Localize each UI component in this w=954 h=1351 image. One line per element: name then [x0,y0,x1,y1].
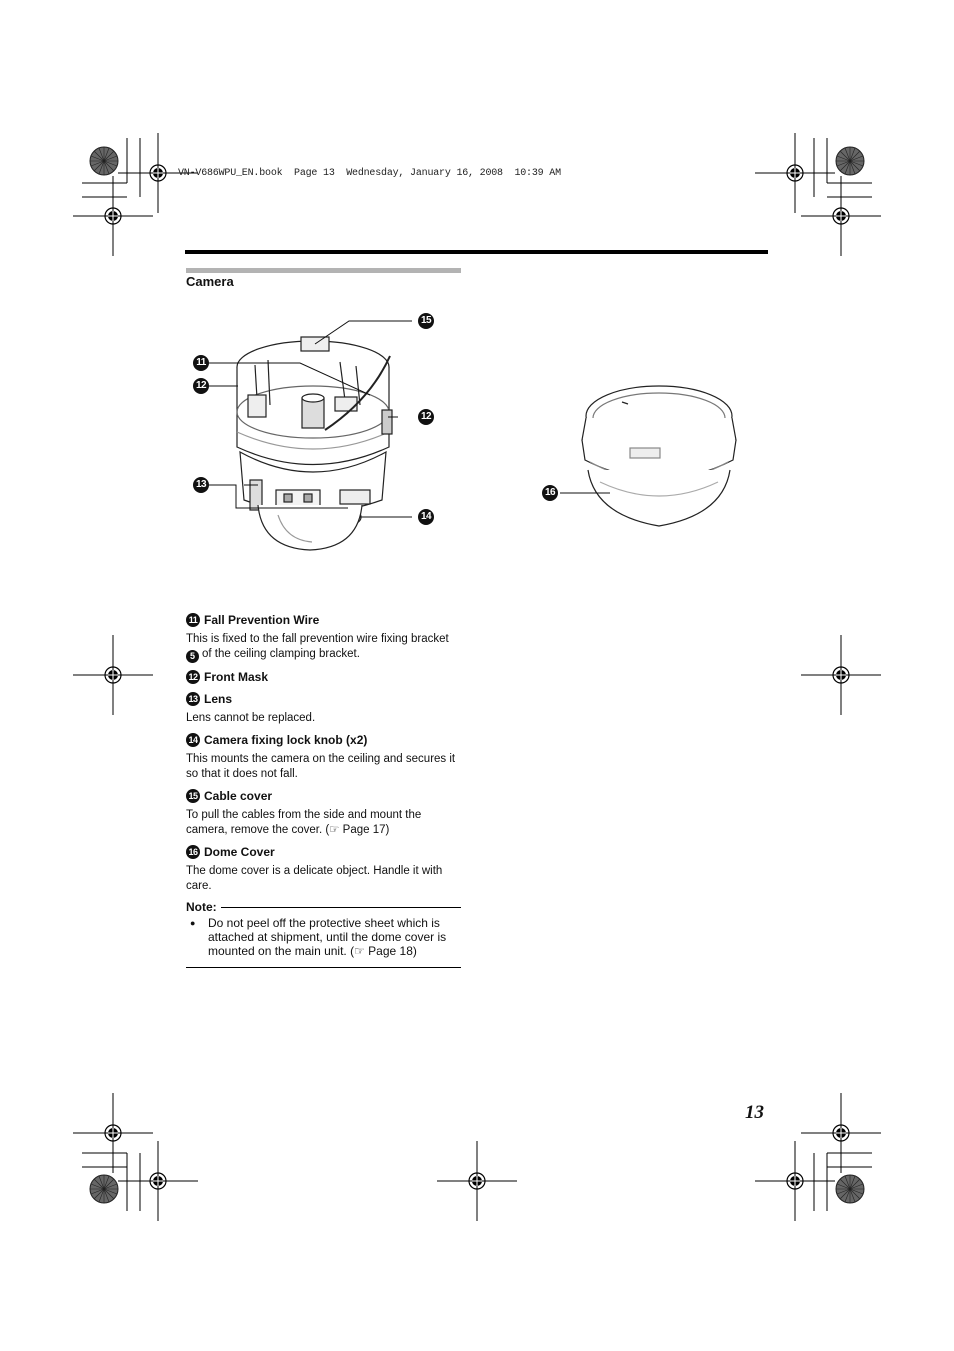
item-title: Cable cover [204,789,273,803]
item-cable-cover [186,789,461,838]
color-rosette-bottom-right [836,1175,864,1203]
crosshair-top-right-a [755,133,835,213]
header-rule [185,250,768,254]
item-title: Lens [204,692,233,706]
note-text: Do not peel off the protective sheet which is attached at shipment, until the dome cover is mounted on the main unit. (☞ Page 18) [208,916,447,958]
item-description: To pull the cables from the side and mount the camera, remove the cover. (☞ Page 17) [186,809,422,836]
note-box [186,900,461,958]
callout-11: 11 [193,355,209,371]
crosshair-mid-left [73,635,153,715]
callout-16: 16 [542,485,558,501]
item-description: Lens cannot be replaced. [186,712,316,724]
crosshair-bottom-center [437,1141,517,1221]
item-title: Dome Cover [204,845,275,859]
item-description: The dome cover is a delicate object. Handle it with care. [186,865,443,892]
item-number: 14 [186,733,200,747]
item-description-line: This is fixed to the fall prevention wire fixing bracket [186,633,449,645]
item-title: Camera fixing lock knob (x2) [204,733,368,747]
item-front-mask [186,670,461,684]
crosshair-bottom-left-a [73,1093,153,1173]
file-info-header: VN-V686WPU_EN.book Page 13 Wednesday, January 16, 2008 10:39 AM [178,168,561,179]
note-bottom-rule [186,967,461,968]
color-rosette-bottom-left [90,1175,118,1203]
callout-12-right: 12 [418,409,434,425]
crosshair-top-left-b [73,176,153,256]
item-description-line: of the ceiling clamping bracket. [202,648,360,660]
item-description: This mounts the camera on the ceiling and secures it so that it does not fall. [186,753,456,780]
callout-14: 14 [418,509,434,525]
item-number: 15 [186,789,200,803]
crosshair-top-right-b [801,176,881,256]
item-title: Front Mask [204,670,269,684]
item-camera-fixing-lock-knob [186,733,461,782]
callout-13: 13 [193,477,209,493]
crosshair-bottom-right-b [755,1141,835,1221]
item-fall-prevention-wire [186,613,461,663]
ref-number: 5 [186,650,199,663]
crosshair-mid-right [801,635,881,715]
note-label: Note: [186,900,217,914]
crosshair-bottom-left-b [118,1141,198,1221]
item-lens [186,692,461,726]
item-number: 16 [186,845,200,859]
page-number: 13 [745,1102,764,1123]
item-dome-cover [186,845,461,894]
item-number: 12 [186,670,200,684]
bullet-icon: ● [190,918,196,928]
callout-12-left: 12 [193,378,209,394]
item-number: 13 [186,692,200,706]
callout-15: 15 [418,313,434,329]
item-number: 11 [186,613,200,627]
color-rosette-top-right [836,147,864,175]
item-description [186,632,461,663]
crosshair-bottom-right-a [801,1093,881,1173]
section-rule [186,268,461,273]
section-title: Camera [186,274,234,289]
item-title: Fall Prevention Wire [204,613,320,627]
color-rosette-top-left [90,147,118,175]
note-rule [221,907,461,908]
